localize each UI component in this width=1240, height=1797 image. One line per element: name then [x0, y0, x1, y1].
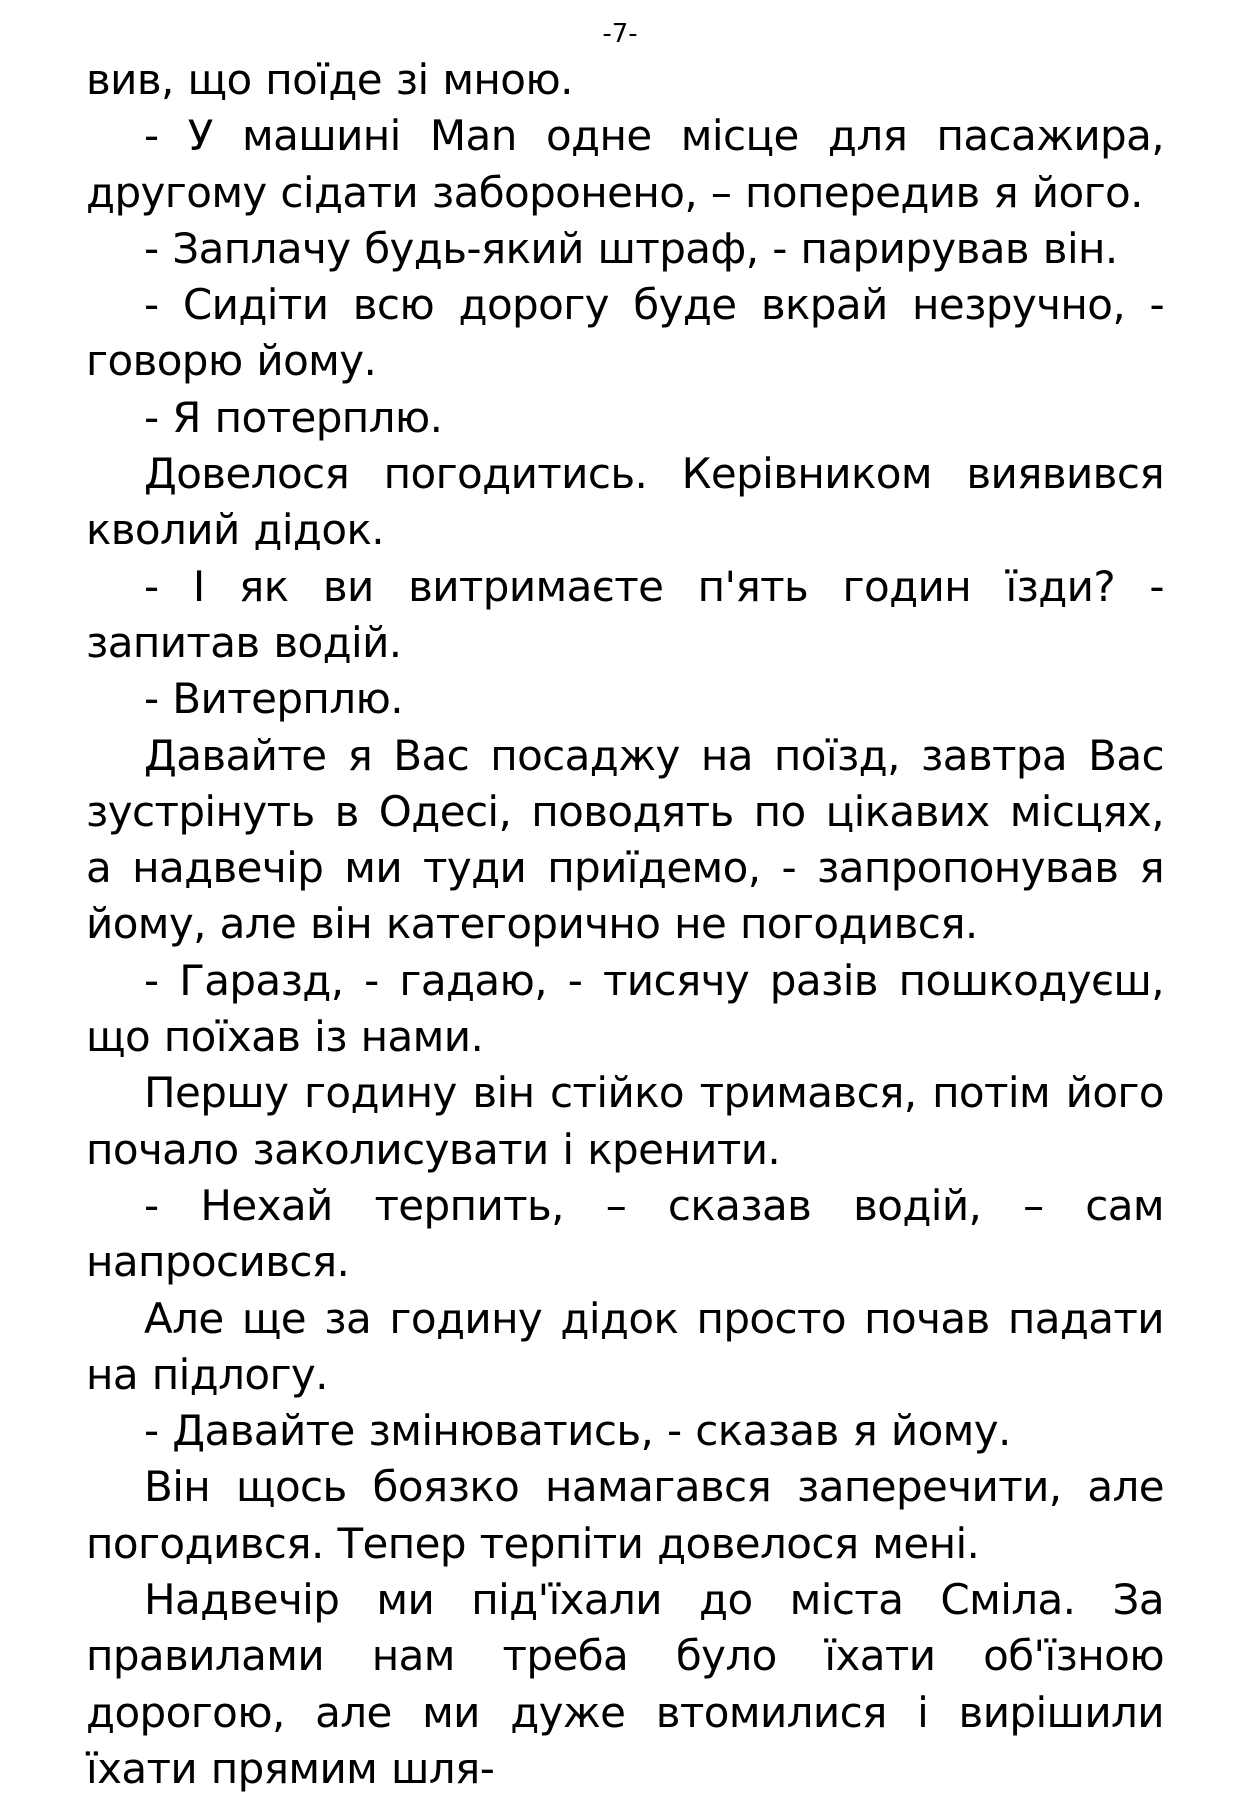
paragraph-13: Але ще за годину дідок просто почав падати на підлогу. — [86, 1293, 1164, 1399]
paragraph-9: Давайте я Вас посаджу на поїзд, завтра Вас зустрінуть в Одесі, поводять по цікавих місцях, а надвечір ми туди приїдемо, - запропонував я йому, але він категорично не погодився. — [86, 730, 1164, 949]
paragraph-3: - Заплачу будь-який штраф, - парирував він. — [144, 223, 1118, 273]
paragraph-16: Надвечір ми під'їхали до міста Сміла. За правилами нам треба було їхати об'їзною дорогою, але ми дуже втомилися і вирішили їхати прямим шля- — [86, 1575, 1164, 1793]
paragraph-7: - І як ви витримаєте п'ять годин їзди? - запитав водій. — [86, 561, 1164, 667]
page-number: -7- — [602, 19, 638, 49]
paragraph-4: - Сидіти всю дорогу буде вкрай незручно, - говорю йому. — [86, 280, 1164, 386]
paragraph-1: вив, що поїде зі мною. — [86, 55, 573, 104]
paragraph-14: - Давайте змінюватись, - сказав я йому. — [144, 1406, 1011, 1456]
paragraph-5: - Я потерплю. — [144, 392, 443, 442]
paragraph-10: - Гаразд, - гадаю, - тисячу разів пошкодуєш, що поїхав із нами. — [86, 955, 1164, 1062]
paragraph-11: Першу годину він стійко тримався, потім його почало заколисувати і кренити. — [86, 1068, 1164, 1174]
paragraph-6: Довелося погодитись. Керівником виявився кволий дідок. — [86, 449, 1164, 555]
paragraph-2: - У машині Man одне місце для пасажира, другому сідати заборонено, – попередив я його. — [86, 111, 1164, 217]
paragraph-15: Він щось боязко намагався заперечити, але погодився. Тепер терпіти довелося мені. — [86, 1462, 1164, 1568]
paragraph-8: - Витерплю. — [144, 674, 403, 724]
paragraph-12: - Нехай терпить, – сказав водій, – сам напросився. — [86, 1180, 1164, 1287]
page-body — [86, 52, 1164, 1797]
